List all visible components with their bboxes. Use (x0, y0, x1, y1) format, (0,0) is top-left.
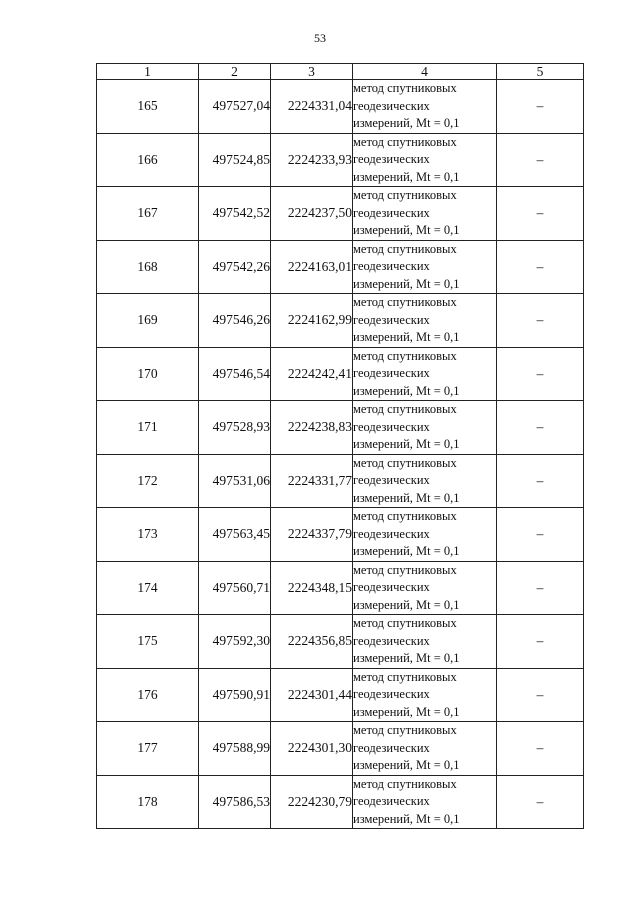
method-line-2: геодезических (353, 633, 430, 648)
method-line-1: метод спутниковых (353, 455, 457, 470)
method-line-2: геодезических (353, 580, 430, 594)
coordinate-x: 497542,52 (199, 187, 271, 241)
coordinate-x: 497531,06 (199, 454, 271, 508)
coordinate-y: 2224331,04 (271, 80, 353, 134)
method-line-3: измерений, Mt = 0,1 (353, 811, 460, 826)
coordinate-y: 2224348,15 (271, 561, 353, 615)
table-row (97, 294, 584, 348)
method-description (353, 187, 497, 241)
coordinate-y: 2224237,50 (271, 187, 353, 241)
method-line-3: измерений, Mt = 0,1 (353, 169, 460, 184)
table-header-row (97, 64, 584, 80)
coordinate-x: 497560,71 (199, 561, 271, 615)
method-line-3: измерений, Mt = 0,1 (353, 704, 460, 719)
coordinate-x: 497546,26 (199, 294, 271, 348)
point-number: 170 (97, 347, 199, 401)
point-number: 176 (97, 668, 199, 722)
method-description (353, 508, 497, 562)
header-col-1: 1 (97, 64, 199, 80)
method-description (353, 80, 497, 134)
table-row (97, 187, 584, 241)
method-line-1: метод спутниковых (353, 188, 457, 202)
note-dash: – (497, 187, 584, 241)
point-number: 168 (97, 240, 199, 294)
method-line-2: геодезических (353, 205, 430, 220)
method-line-1: метод спутниковых (353, 134, 457, 149)
method-description (353, 294, 497, 348)
coordinate-y: 2224242,41 (271, 347, 353, 401)
coordinates-table (96, 63, 584, 829)
point-number: 172 (97, 454, 199, 508)
coordinate-x: 497586,53 (199, 775, 271, 829)
note-dash: – (497, 615, 584, 669)
coordinate-y: 2224301,30 (271, 722, 353, 776)
note-dash: – (497, 722, 584, 776)
method-line-3: измерений, Mt = 0,1 (353, 223, 460, 237)
coordinate-y: 2224356,85 (271, 615, 353, 669)
note-dash: – (497, 401, 584, 455)
method-description (353, 454, 497, 508)
table-body (97, 80, 584, 829)
point-number: 174 (97, 561, 199, 615)
note-dash: – (497, 775, 584, 829)
header-col-5: 5 (497, 64, 584, 80)
method-line-2: геодезических (353, 473, 430, 487)
method-line-2: геодезических (353, 687, 430, 701)
method-line-3: измерений, Mt = 0,1 (353, 490, 460, 505)
coordinate-y: 2224233,93 (271, 133, 353, 187)
method-line-3: измерений, Mt = 0,1 (353, 597, 460, 612)
method-line-2: геодезических (353, 98, 430, 113)
method-line-3: измерений, Mt = 0,1 (353, 437, 460, 451)
header-col-2: 2 (199, 64, 271, 80)
table-row (97, 668, 584, 722)
header-col-3: 3 (271, 64, 353, 80)
point-number: 171 (97, 401, 199, 455)
method-line-1: метод спутниковых (353, 348, 457, 363)
note-dash: – (497, 454, 584, 508)
method-line-1: метод спутниковых (353, 776, 457, 791)
point-number: 169 (97, 294, 199, 348)
table-row (97, 240, 584, 294)
coordinate-x: 497528,93 (199, 401, 271, 455)
method-description (353, 401, 497, 455)
method-line-3: измерений, Mt = 0,1 (353, 330, 460, 344)
method-description (353, 615, 497, 669)
method-line-2: геодезических (353, 366, 430, 380)
method-line-1: метод спутниковых (353, 241, 457, 256)
table-row (97, 454, 584, 508)
note-dash: – (497, 240, 584, 294)
coordinate-x: 497592,30 (199, 615, 271, 669)
coordinate-y: 2224331,77 (271, 454, 353, 508)
method-description (353, 240, 497, 294)
table-row (97, 133, 584, 187)
method-line-1: метод спутниковых (353, 669, 457, 684)
method-line-2: геодезических (353, 259, 430, 273)
method-line-1: метод спутниковых (353, 509, 457, 523)
point-number: 166 (97, 133, 199, 187)
coordinate-x: 497542,26 (199, 240, 271, 294)
point-number: 173 (97, 508, 199, 562)
coordinate-x: 497563,45 (199, 508, 271, 562)
table-row (97, 722, 584, 776)
note-dash: – (497, 668, 584, 722)
point-number: 177 (97, 722, 199, 776)
coordinate-x: 497588,99 (199, 722, 271, 776)
table-row (97, 775, 584, 829)
coordinate-x: 497546,54 (199, 347, 271, 401)
method-line-1: метод спутниковых (353, 562, 457, 577)
coordinate-y: 2224162,99 (271, 294, 353, 348)
note-dash: – (497, 80, 584, 134)
method-description (353, 668, 497, 722)
note-dash: – (497, 347, 584, 401)
method-line-1: метод спутниковых (353, 723, 457, 737)
point-number: 175 (97, 615, 199, 669)
coordinate-y: 2224238,83 (271, 401, 353, 455)
method-line-3: измерений, Mt = 0,1 (353, 276, 460, 291)
point-number: 178 (97, 775, 199, 829)
note-dash: – (497, 561, 584, 615)
method-line-3: измерений, Mt = 0,1 (353, 651, 460, 665)
table-row (97, 80, 584, 134)
note-dash: – (497, 508, 584, 562)
method-line-2: геодезических (353, 526, 430, 541)
method-description (353, 722, 497, 776)
method-line-3: измерений, Mt = 0,1 (353, 758, 460, 772)
table-row (97, 561, 584, 615)
method-description (353, 347, 497, 401)
page-number: 53 (314, 31, 326, 45)
method-line-2: геодезических (353, 740, 430, 755)
coordinate-y: 2224337,79 (271, 508, 353, 562)
method-line-1: метод спутниковых (353, 616, 457, 630)
table-row (97, 401, 584, 455)
note-dash: – (497, 133, 584, 187)
table-row (97, 508, 584, 562)
coordinate-y: 2224230,79 (271, 775, 353, 829)
method-line-1: метод спутниковых (353, 295, 457, 309)
method-line-3: измерений, Mt = 0,1 (353, 544, 460, 558)
coordinate-x: 497590,91 (199, 668, 271, 722)
method-description (353, 133, 497, 187)
table-row (97, 615, 584, 669)
method-line-2: геодезических (353, 794, 430, 808)
method-description (353, 775, 497, 829)
method-line-1: метод спутниковых (353, 81, 457, 95)
method-line-1: метод спутниковых (353, 402, 457, 416)
point-number: 165 (97, 80, 199, 134)
method-line-2: геодезических (353, 312, 430, 327)
method-line-2: геодезических (353, 152, 430, 166)
table-row (97, 347, 584, 401)
coordinate-x: 497527,04 (199, 80, 271, 134)
point-number: 167 (97, 187, 199, 241)
method-line-3: измерений, Mt = 0,1 (353, 116, 460, 130)
header-col-4: 4 (353, 64, 497, 80)
method-line-2: геодезических (353, 419, 430, 434)
note-dash: – (497, 294, 584, 348)
coordinate-y: 2224301,44 (271, 668, 353, 722)
coordinate-x: 497524,85 (199, 133, 271, 187)
method-line-3: измерений, Mt = 0,1 (353, 383, 460, 398)
method-description (353, 561, 497, 615)
coordinate-y: 2224163,01 (271, 240, 353, 294)
